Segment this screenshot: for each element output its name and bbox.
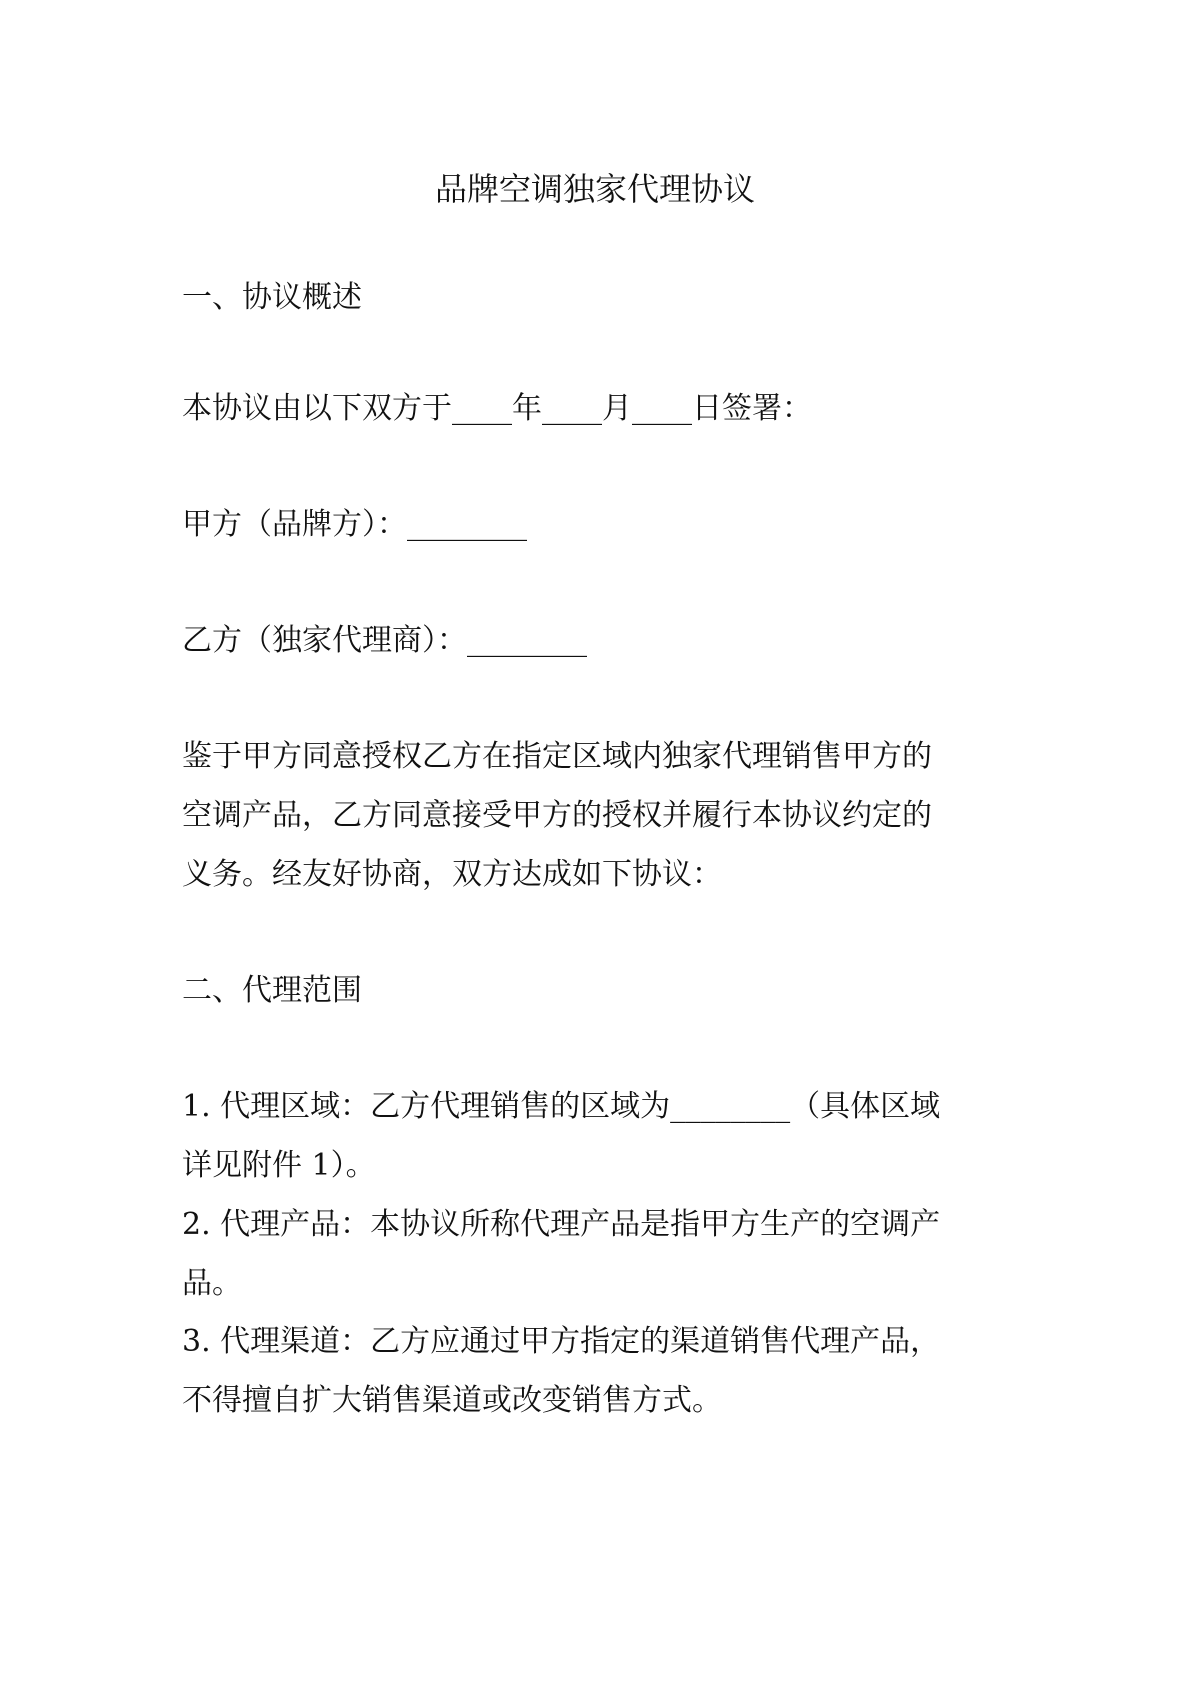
item-3-line-2: 不得擅自扩大销售渠道或改变销售方式。 bbox=[182, 1383, 722, 1418]
item-3-line-1: 3. 代理渠道：乙方应通过甲方指定的渠道销售代理产品， bbox=[182, 1324, 941, 1359]
recital-line-2: 空调产品，乙方同意接受甲方的授权并履行本协议约定的 bbox=[182, 798, 932, 833]
section-1-heading: 一、协议概述 bbox=[182, 280, 362, 315]
item-2-line-2: 品。 bbox=[182, 1266, 242, 1301]
document-title: 品牌空调独家代理协议 bbox=[434, 170, 755, 208]
item-1-line-1: 1. 代理区域：乙方代理销售的区域为________（具体区域 bbox=[182, 1089, 941, 1124]
section-2-heading: 二、代理范围 bbox=[182, 973, 362, 1008]
party-a-line: 甲方（品牌方）：________ bbox=[182, 507, 527, 542]
recital-line-1: 鉴于甲方同意授权乙方在指定区域内独家代理销售甲方的 bbox=[182, 739, 932, 774]
party-b-line: 乙方（独家代理商）：________ bbox=[182, 623, 587, 658]
signing-statement: 本协议由以下双方于____年____月____日签署： bbox=[182, 391, 812, 426]
item-2-line-1: 2. 代理产品：本协议所称代理产品是指甲方生产的空调产 bbox=[182, 1207, 941, 1242]
item-1-line-2: 详见附件 1）。 bbox=[182, 1148, 376, 1183]
recital-line-3: 义务。经友好协商，双方达成如下协议： bbox=[182, 857, 722, 892]
